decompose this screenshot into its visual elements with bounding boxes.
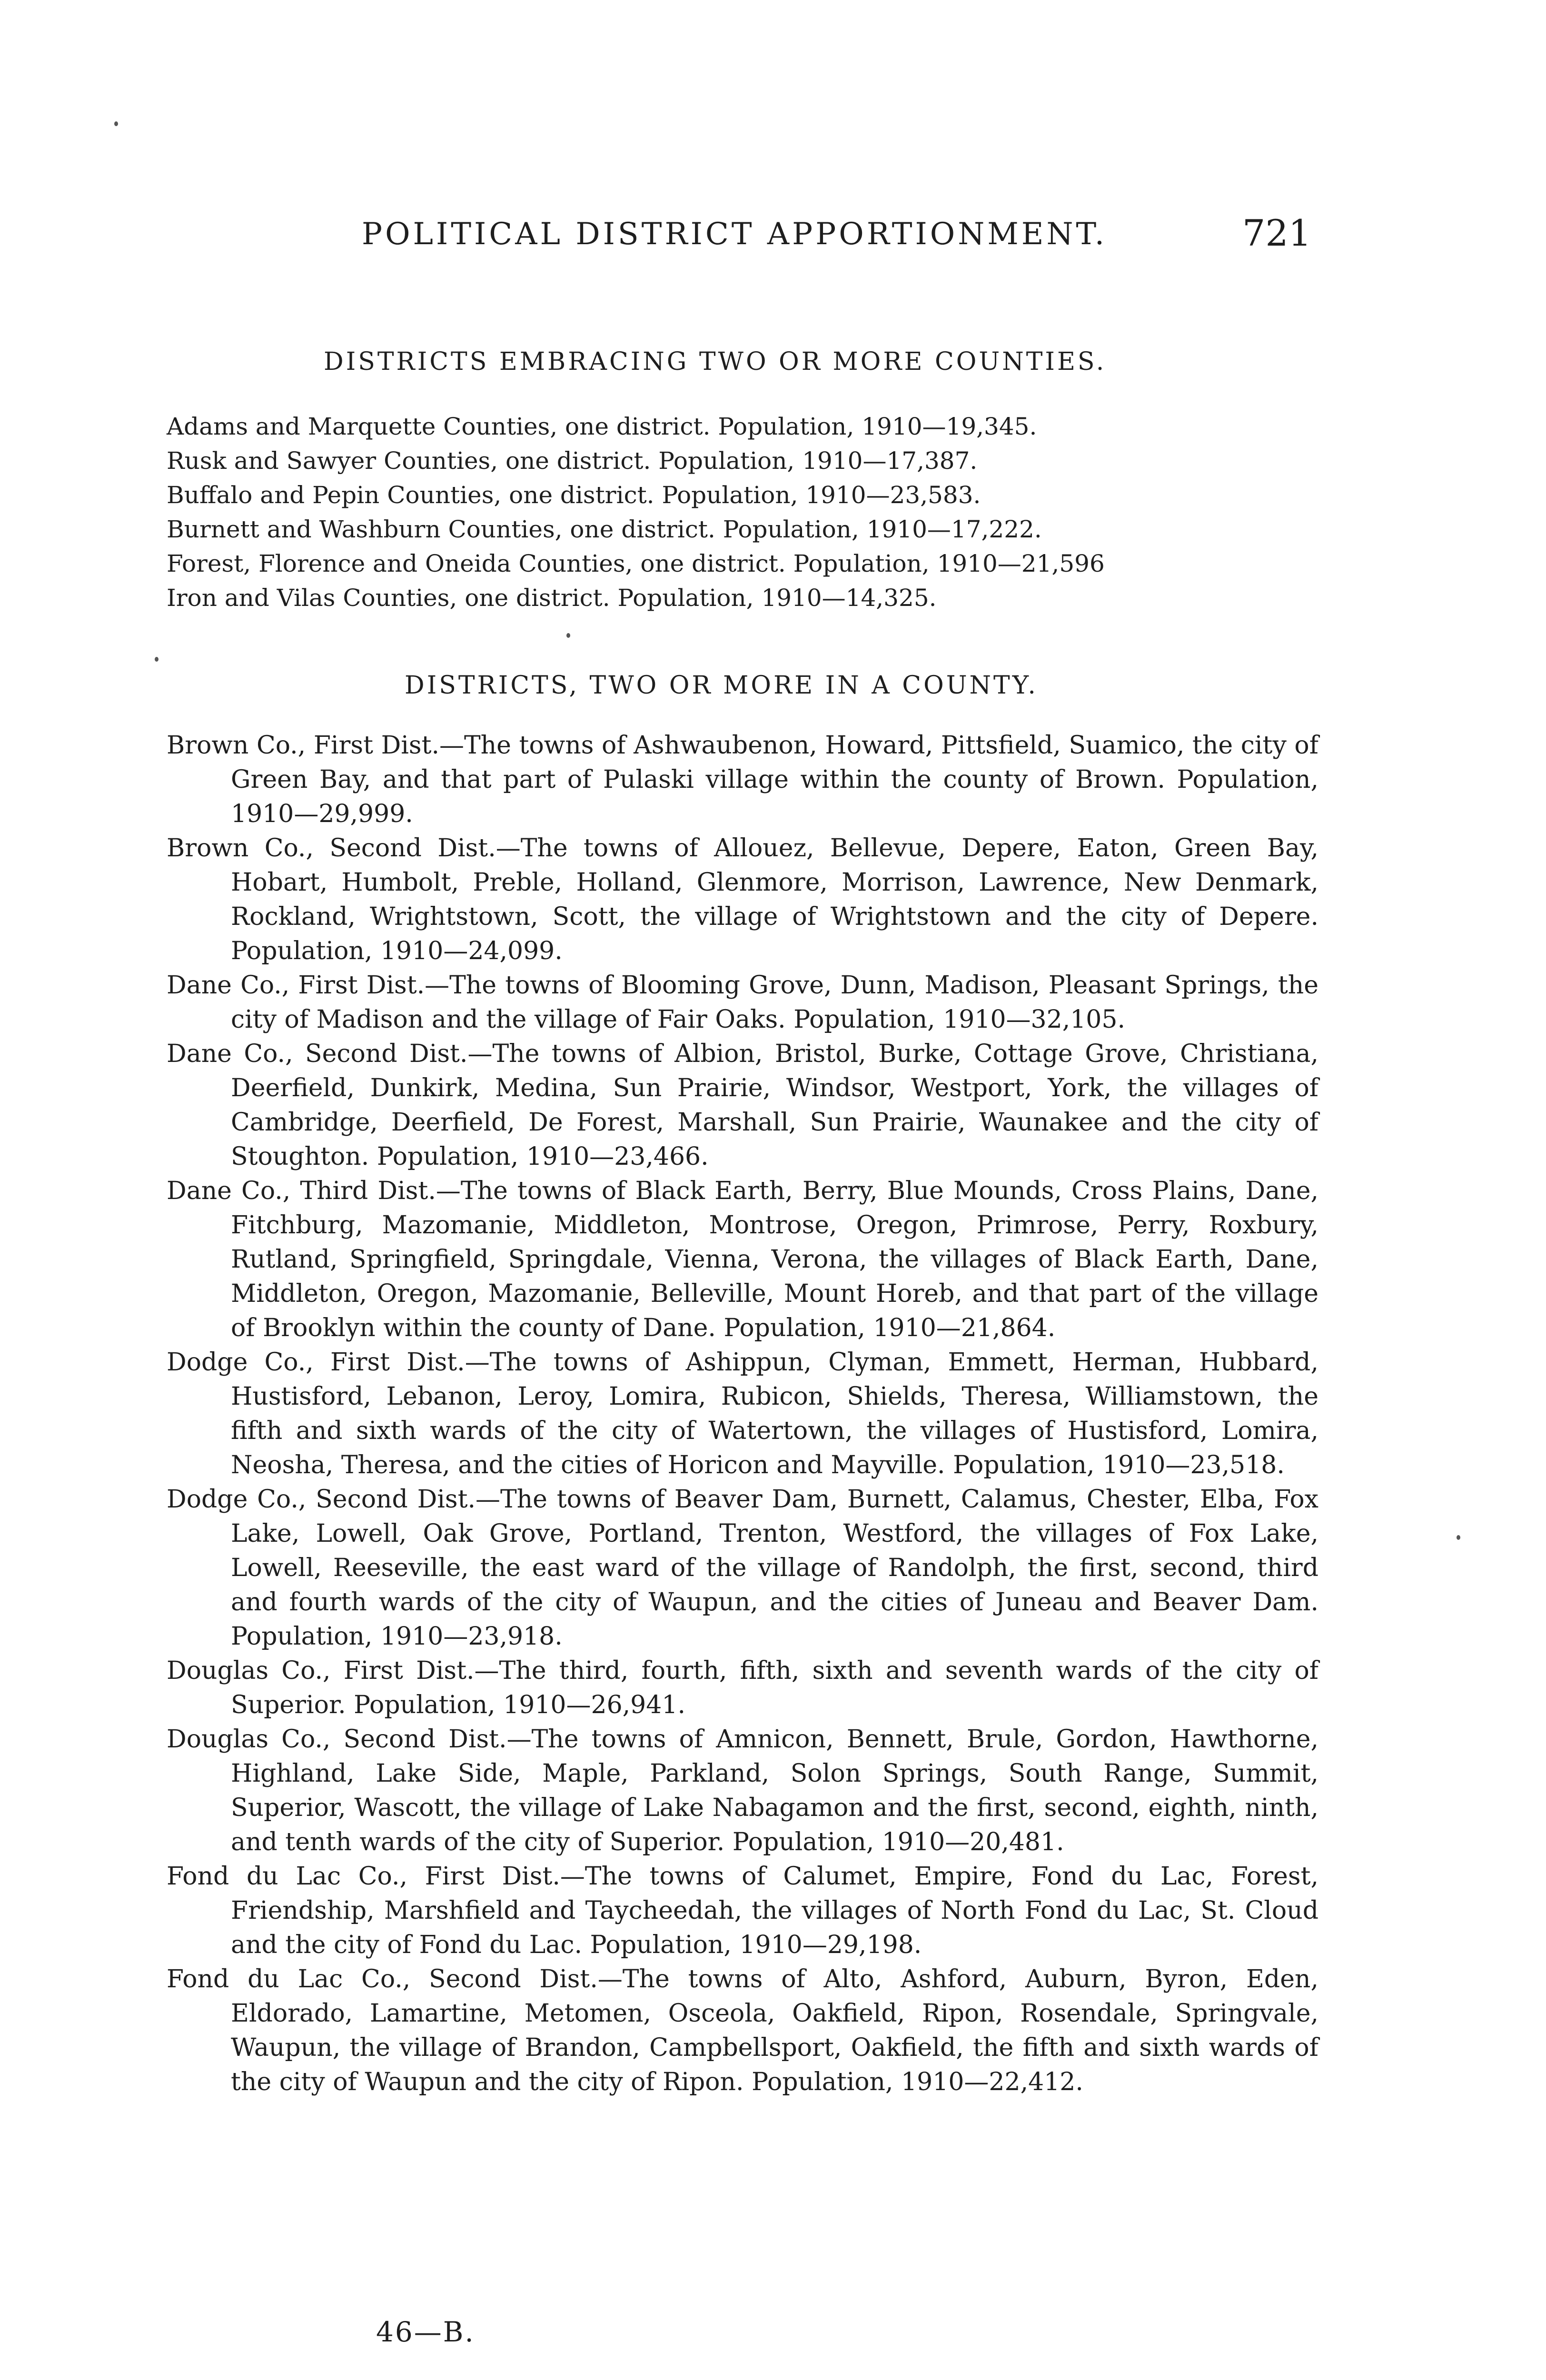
district-line: Adams and Marquette Counties, one district. Population, 1910—19,345. [167,413,1037,440]
district-entry-brown-first: Brown Co., First Dist.—The towns of Ashwaubenon, Howard, Pittsfield, Suamico, the city of Green Bay, and that part of Pulaski village within the county of Brown. Population, 1910—29,999. [167,731,1318,828]
district-entry-brown-second: Brown Co., Second Dist.—The towns of Allouez, Bellevue, Depere, Eaton, Green Bay, Hobart, Humbolt, Preble, Holland, Glenmore, Morrison, Lawrence, New Denmark, Rockland, Wrightstown, Scott, the village of Wrightstown and the city of Depere. Population, 1910—24,099. [167,834,1318,965]
district-line: Iron and Vilas Counties, one district. Population, 1910—14,325. [167,584,937,612]
print-speck [566,633,570,638]
district-line: Forest, Florence and Oneida Counties, one district. Population, 1910—21,596 [167,550,1105,577]
page-number: 721 [1242,212,1312,254]
district-line: Buffalo and Pepin Counties, one district. Population, 1910—23,583. [167,481,981,509]
district-entry-fond-du-lac-second: Fond du Lac Co., Second Dist.—The towns of Alto, Ashford, Auburn, Byron, Eden, Eldorado, Lamartine, Metomen, Osceola, Oakfield, Ripon, Rosendale, Springvale, Waupun, the village of Brandon, Campbellsport, Oakfield, the fifth and sixth wards of the city of Waupun and the city of Ripon. Population, 1910—22,412. [167,1965,1318,2096]
print-speck [114,121,118,126]
district-entry-dane-second: Dane Co., Second Dist.—The towns of Albion, Bristol, Burke, Cottage Grove, Christiana, Deerfield, Dunkirk, Medina, Sun Prairie, Windsor, Westport, York, the villages of Cambridge, Deerfield, De Forest, Marshall, Sun Prairie, Waunakee and the city of Stoughton. Population, 1910—23,466. [167,1040,1318,1171]
running-title: POLITICAL DISTRICT APPORTIONMENT. [362,217,1108,252]
district-entry-douglas-second: Douglas Co., Second Dist.—The towns of Amnicon, Bennett, Brule, Gordon, Hawthorne, Highland, Lake Side, Maple, Parkland, Solon Springs, South Range, Summit, Superior, Wascott, the village of Lake Nabagamon and the first, second, eighth, ninth, and tenth wards of the city of Superior. Population, 1910—20,481. [167,1725,1318,1856]
district-entry-fond-du-lac-first: Fond du Lac Co., First Dist.—The towns of Calumet, Empire, Fond du Lac, Forest, Friendship, Marshfield and Taycheedah, the villages of North Fond du Lac, St. Cloud and the city of Fond du Lac. Population, 1910—29,198. [167,1862,1318,1959]
in-county-district-list [167,728,1318,2099]
district-line: Rusk and Sawyer Counties, one district. Population, 1910—17,387. [167,447,978,475]
section-heading-multi-county: DISTRICTS EMBRACING TWO OR MORE COUNTIES. [324,347,1107,376]
printer-signature-mark: 46—B. [376,2316,475,2348]
district-entry-dane-first: Dane Co., First Dist.—The towns of Blooming Grove, Dunn, Madison, Pleasant Springs, the city of Madison and the village of Fair Oaks. Population, 1910—32,105. [167,971,1318,1034]
district-entry-dodge-first: Dodge Co., First Dist.—The towns of Ashippun, Clyman, Emmett, Herman, Hubbard, Hustisford, Lebanon, Leroy, Lomira, Rubicon, Shields, Theresa, Williamstown, the fifth and sixth wards of the city of Watertown, the villages of Hustisford, Lomira, Neosha, Theresa, and the cities of Horicon and Mayville. Population, 1910—23,518. [167,1348,1318,1479]
print-speck [155,657,159,662]
section-heading-in-county: DISTRICTS, TWO OR MORE IN A COUNTY. [405,671,1038,700]
district-entry-douglas-first: Douglas Co., First Dist.—The third, fourth, fifth, sixth and seventh wards of the city of Superior. Population, 1910—26,941. [167,1656,1318,1719]
print-speck [1457,1535,1460,1540]
multi-county-district-list [167,409,1318,615]
district-line: Burnett and Washburn Counties, one district. Population, 1910—17,222. [167,516,1042,543]
district-entry-dane-third: Dane Co., Third Dist.—The towns of Black Earth, Berry, Blue Mounds, Cross Plains, Dane, Fitchburg, Mazomanie, Middleton, Montrose, Oregon, Primrose, Perry, Roxbury, Rutland, Springfield, Springdale, Vienna, Verona, the villages of Black Earth, Dane, Middleton, Oregon, Mazomanie, Belleville, Mount Horeb, and that part of the village of Brooklyn within the county of Dane. Population, 1910—21,864. [167,1177,1318,1342]
district-entry-dodge-second: Dodge Co., Second Dist.—The towns of Beaver Dam, Burnett, Calamus, Chester, Elba, Fox Lake, Lowell, Oak Grove, Portland, Trenton, Westford, the villages of Fox Lake, Lowell, Reeseville, the east ward of the village of Randolph, the first, second, third and fourth wards of the city of Waupun, and the cities of Juneau and Beaver Dam. Population, 1910—23,918. [167,1485,1318,1651]
